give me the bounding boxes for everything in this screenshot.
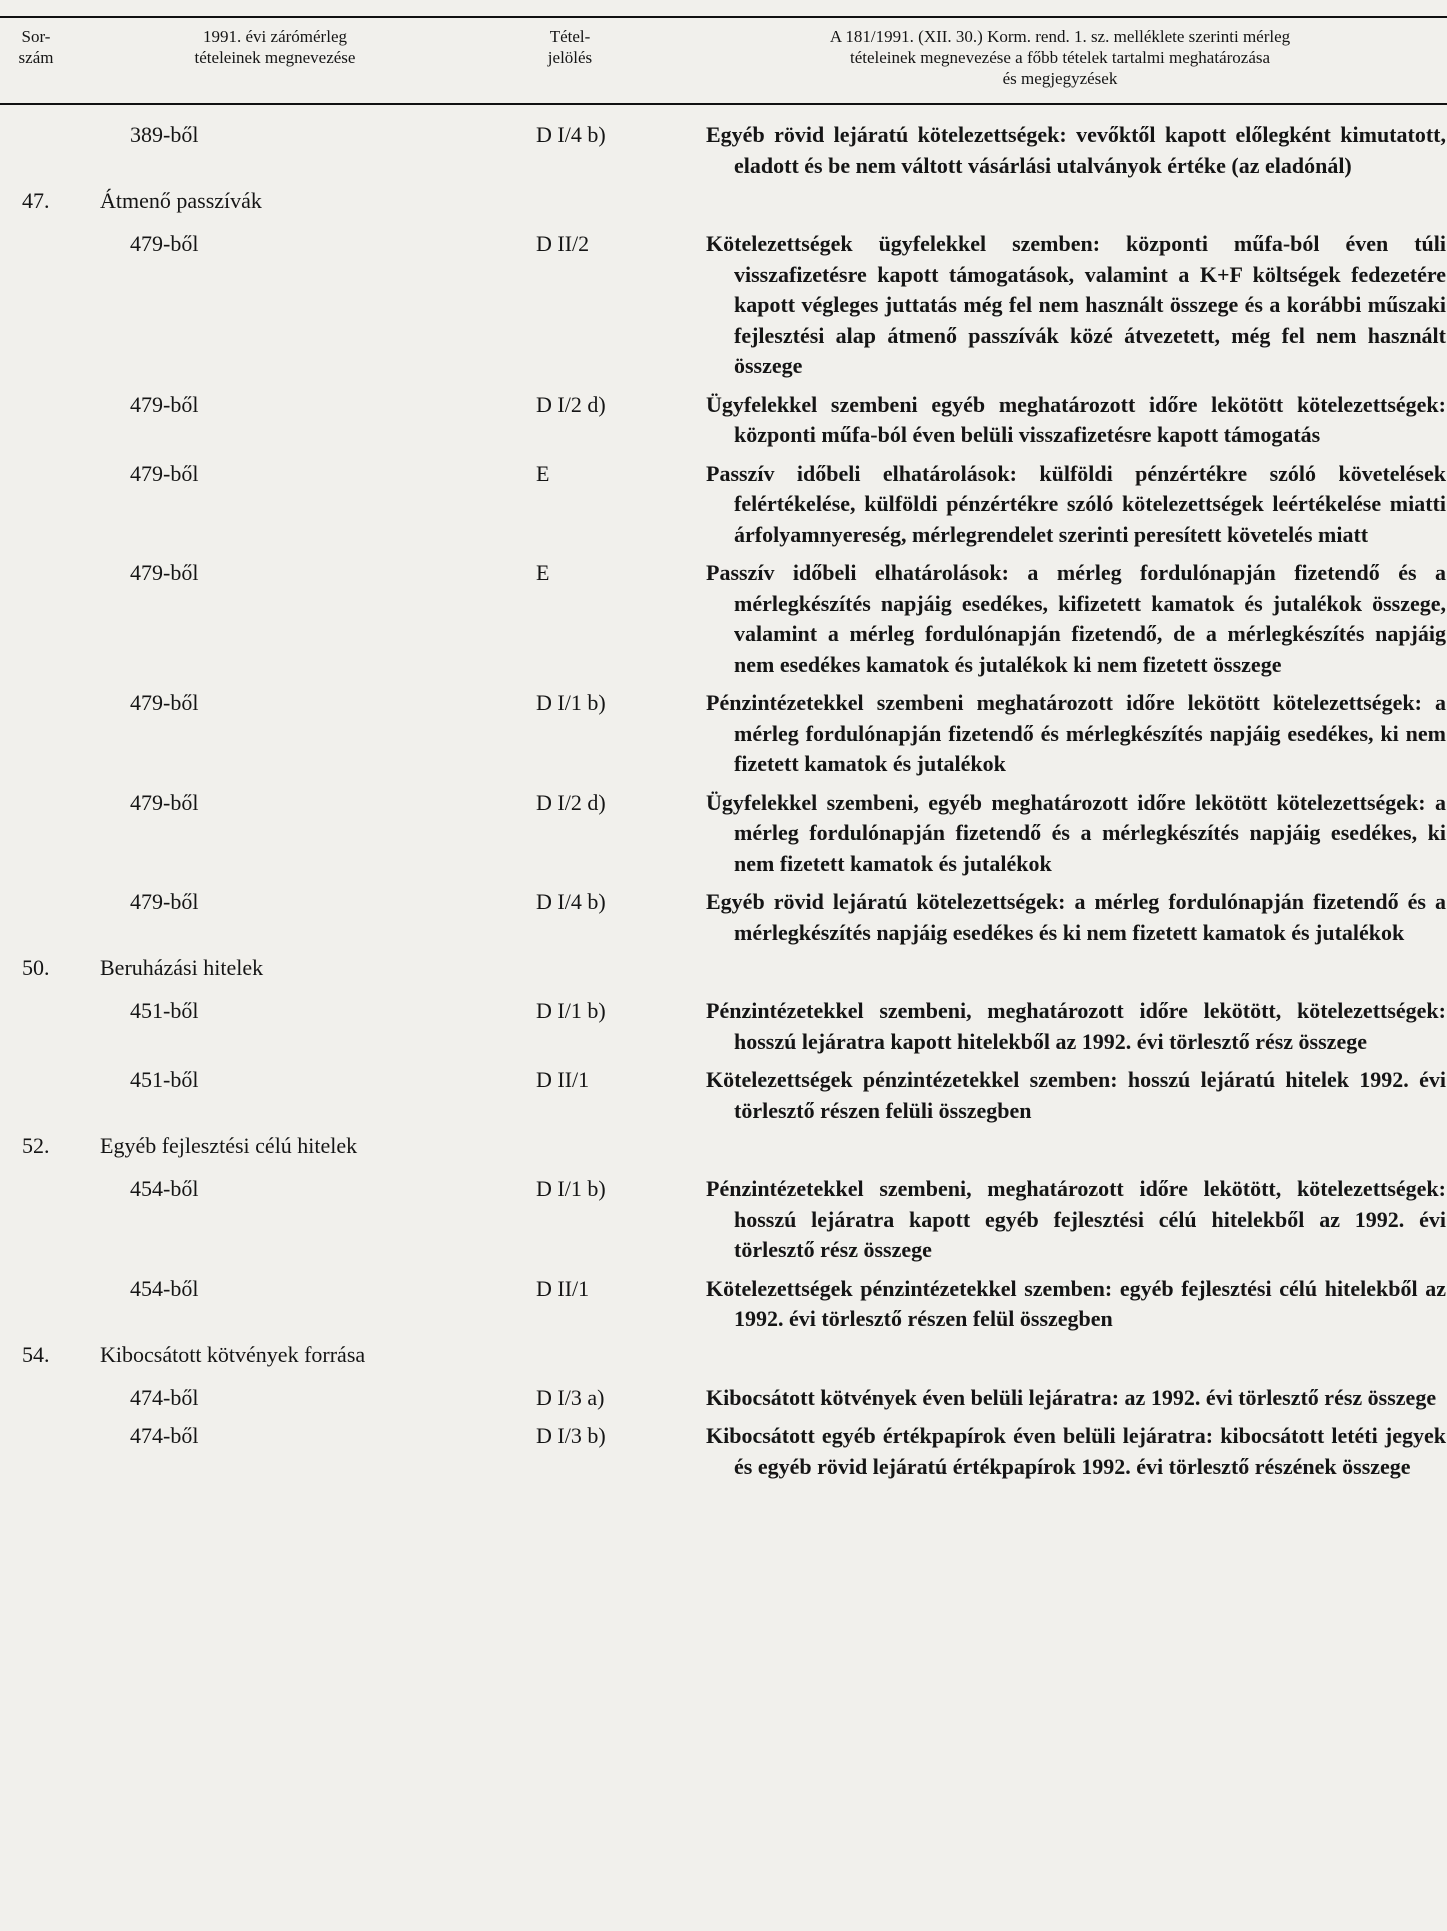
source-account: 389-ből: [130, 122, 199, 147]
item-code: D I/1 b): [536, 690, 606, 715]
header-line: Sor-: [21, 27, 51, 46]
source-account: 479-ből: [130, 889, 199, 914]
group-number: 47.: [22, 188, 50, 213]
header-serial-number: [6, 26, 66, 68]
item-description: Kötelezettségek ügyfelekkel szemben: központi műfa-ból éven túli visszafizetésre kapott támogatások, valamint a K+F költségek fedezetére kapott végleges juttatás még fel nem használt összege és a korábbi műszaki fejlesztési alap átmenő passzívák közé átvezetett, még fel nem használt összege: [706, 231, 1446, 378]
header-line: A 181/1991. (XII. 30.) Korm. rend. 1. sz. melléklete szerinti mérleg: [829, 27, 1291, 46]
table-row: [0, 1266, 1447, 1335]
header-line: 1991. évi zárómérleg: [203, 27, 347, 46]
item-code: D I/3 a): [536, 1384, 605, 1410]
source-account: 479-ből: [130, 560, 199, 585]
group-title: Kibocsátott kötvények forrása: [100, 1341, 366, 1367]
table-row: [0, 680, 1447, 780]
source-account: 479-ből: [130, 231, 199, 256]
header-line: szám: [18, 48, 54, 67]
item-description: Egyéb rövid lejáratú kötelezettségek: vevőktől kapott előlegként kimutatott, eladott és be nem váltott vásárlási utalványok értéke (az eladónál): [706, 122, 1446, 178]
table-row: [0, 1166, 1447, 1266]
item-code: D II/1: [536, 1067, 590, 1092]
item-code: D II/1: [536, 1275, 590, 1301]
source-account: 479-ből: [130, 690, 199, 715]
header-line: jelölés: [547, 48, 593, 67]
group-row: [0, 1126, 1447, 1166]
source-account: 479-ből: [130, 391, 199, 417]
item-code: D I/3 b): [536, 1423, 606, 1448]
item-description: Kötelezettségek pénzintézetekkel szemben: hosszú lejáratú hitelek 1992. évi törlesztő részen felüli összegben: [706, 1067, 1446, 1123]
item-code: D I/2 d): [536, 391, 606, 417]
item-description: Kibocsátott kötvények éven belüli lejáratra: az 1992. évi törlesztő rész összege: [706, 1384, 1437, 1410]
group-title: Egyéb fejlesztési célú hitelek: [100, 1133, 358, 1158]
item-description: Kötelezettségek pénzintézetekkel szemben: egyéb fejlesztési célú hitelekből az 1992. évi törlesztő részen felül összegben: [706, 1275, 1446, 1331]
item-description: Pénzintézetekkel szembeni, meghatározott időre lekötött, kötelezettségek: hosszú lejáratra kapott egyéb fejlesztési célú hitelekből az 1992. évi törlesztő rész összege: [706, 1176, 1446, 1262]
group-title: Átmenő passzívák: [100, 188, 262, 213]
group-row: [0, 1335, 1447, 1375]
item-description: Pénzintézetekkel szembeni, meghatározott időre lekötött, kötelezettségek: hosszú lejáratra kapott hitelekből az 1992. évi törlesztő rész összege: [706, 998, 1446, 1054]
source-account: 454-ből: [130, 1176, 199, 1201]
header-line: tételeinek megnevezése: [194, 48, 356, 67]
source-account: 451-ből: [130, 1067, 199, 1092]
source-account: 479-ből: [130, 460, 199, 486]
header-description: [680, 26, 1440, 89]
table-row: [0, 879, 1447, 948]
group-number: 52.: [22, 1133, 50, 1158]
source-account: 451-ből: [130, 998, 199, 1023]
source-account: 479-ből: [130, 789, 199, 815]
item-code: D II/2: [536, 231, 590, 256]
header-line: Tétel-: [549, 27, 591, 46]
table-row: [0, 451, 1447, 551]
table-row: [0, 1375, 1447, 1414]
item-description: Ügyfelekkel szembeni egyéb meghatározott időre lekötött kötelezettségek: központi műfa-ból éven belüli visszafizetésre kapott támogatás: [706, 391, 1446, 447]
item-code: D I/1 b): [536, 998, 606, 1023]
table-row: [0, 988, 1447, 1057]
table-row: [0, 112, 1447, 181]
item-description: Ügyfelekkel szembeni, egyéb meghatározott időre lekötött kötelezettségek: a mérleg fordulónapján fizetendő és a mérlegkészítés napjáig esedékes, ki nem fizetett kamatok és jutalékok: [706, 789, 1446, 876]
item-description: Egyéb rövid lejáratú kötelezettségek: a mérleg fordulónapján fizetendő és a mérlegkészítés napjáig esedékes és ki nem fizetett kamatok és jutalékok: [706, 889, 1446, 945]
table-row: [0, 550, 1447, 680]
item-description: Kibocsátott egyéb értékpapírok éven belüli lejáratra: kibocsátott letéti jegyek és egyéb rövid lejáratú értékpapírok 1992. évi törlesztő részének összege: [706, 1423, 1446, 1479]
item-description: Passzív időbeli elhatárolások: külföldi pénzértékre szóló követelések felértékelése, külföldi pénzértékre szóló kötelezettségek leértékelése miatti árfolyamnyereség, mérlegrendelet szerinti peresített követelés miatt: [706, 460, 1446, 547]
item-code: D I/4 b): [536, 889, 606, 914]
item-description: Passzív időbeli elhatárolások: a mérleg fordulónapján fizetendő és a mérlegkészítés napjáig esedékes, kifizetett kamatok és jutalékok összege, valamint a mérleg fordulónapján fizetendő, de a mérlegkészítés napjáig nem esedékes kamatok és jutalékok ki nem fizetett összege: [706, 560, 1446, 677]
header-line: és megjegyzések: [1002, 69, 1118, 88]
group-number: 54.: [22, 1341, 50, 1367]
table-row: [0, 1413, 1447, 1482]
header-balance-item-name: [140, 26, 410, 68]
table-row: [0, 382, 1447, 451]
table-row: [0, 1057, 1447, 1126]
item-code: D I/1 b): [536, 1176, 606, 1201]
group-number: 50.: [22, 955, 50, 980]
header-rule: [0, 103, 1447, 105]
table-row: [0, 221, 1447, 382]
item-code: D I/2 d): [536, 789, 606, 815]
table-body: [0, 112, 1447, 1482]
item-code: E: [536, 560, 550, 585]
item-code: D I/4 b): [536, 122, 606, 147]
header-item-code: [525, 26, 615, 68]
group-row: [0, 181, 1447, 221]
group-row: [0, 948, 1447, 988]
table-row: [0, 780, 1447, 880]
top-rule: [0, 16, 1447, 18]
item-description: Pénzintézetekkel szembeni meghatározott időre lekötött kötelezettségek: a mérleg fordulónapján fizetendő és mérlegkészítés napjáig esedékes, ki nem fizetett kamatok és jutalékok: [706, 690, 1446, 776]
source-account: 474-ből: [130, 1423, 199, 1448]
source-account: 474-ből: [130, 1384, 199, 1410]
group-title: Beruházási hitelek: [100, 955, 264, 980]
source-account: 454-ből: [130, 1275, 199, 1301]
header-line: tételeinek megnevezése a főbb tételek tartalmi meghatározása: [849, 48, 1271, 67]
item-code: E: [536, 460, 550, 486]
